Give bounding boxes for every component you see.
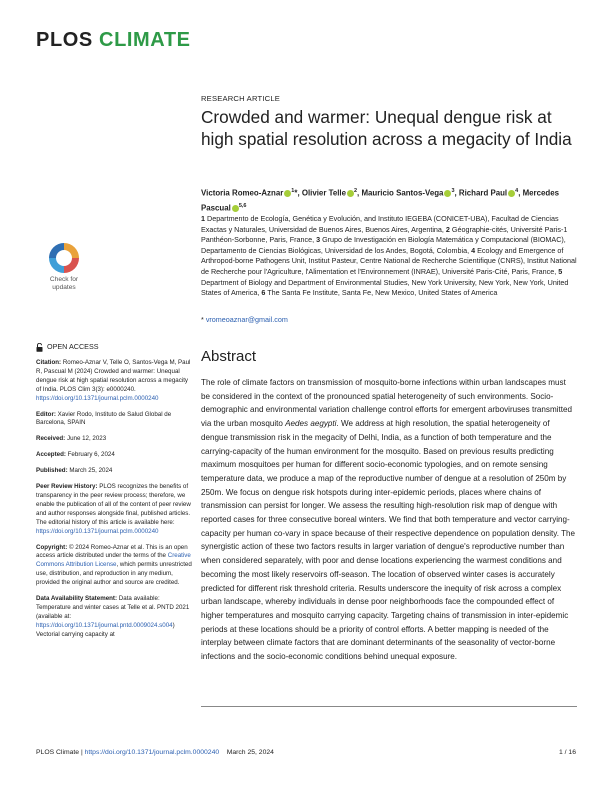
author-name: Mercedes Pascual bbox=[201, 188, 559, 213]
author-name: Victoria Romeo-Aznar bbox=[201, 188, 284, 198]
article-info-sidebar bbox=[36, 343, 192, 647]
received-label: Received: bbox=[36, 435, 66, 443]
author-name: Mauricio Santos-Vega bbox=[361, 188, 444, 198]
corresponding-email bbox=[201, 315, 288, 324]
abstract-text-cont: . We address at high resolution, the spatial heterogeneity of dengue transmission risk in the megacity of Delhi, India, as a function of both temperature and the carrying-capacity of the human environment for the mosquito. Based on previous results predicting maximum mosquitoes per human for different socio-economic typologies, and on remote sensing temperature data, we produce a map of the reproductive number of dengue at a resolution of 250m by 250m. We focus on dengue risk hotspots during inter-epidemic periods, places where chains of transmission can persist for longer. We assess the resulting high-resolution risk map of dengue with reported cases for three consecutive boreal winters. We find that both temperature and vector carrying-capacity per human co-vary in space because of their respective dependence on population density. The synergistic action of these two factors results in larger variation of dengue's reproductive number than when considered separately, with poor and dense locations experiencing the warmest conditions and becoming the most likely reservoirs off-season. The location of observed winter cases is accurately predicted for different risk threshold criteria. Results underscore the inequity of risk across a complex urban landscape, whereby individuals in dense poor neighborhoods face the compounded effect of higher temperatures and mosquito carrying capacity. Targeting chains of transmission in inter-epidemic periods at these locations should be a priority of control efforts. A better mapping is needed of the interplay between climate factors that are dominant determinants of the seasonality of vector-borne infections and the socio-economic conditions behind unequal exposure. bbox=[201, 419, 576, 662]
accepted-block bbox=[36, 451, 192, 460]
citation-text: Romeo-Aznar V, Telle O, Santos-Vega M, Paul R, Pascual M (2024) Crowded and warmer: Unequal dengue risk at high spatial resolution across a megacity of India. PLOS Clim 3(3): e0000240. bbox=[36, 359, 191, 393]
check-for-updates-icon bbox=[46, 240, 82, 276]
affiliation-number: 4 bbox=[471, 245, 476, 255]
open-access-text: OPEN ACCESS bbox=[47, 342, 99, 352]
footer-journal: PLOS Climate bbox=[36, 749, 80, 756]
footer-doi-link[interactable]: https://doi.org/10.1371/journal.pclm.0000240 bbox=[84, 749, 220, 756]
author-name: Richard Paul bbox=[458, 188, 508, 198]
affiliation-text: Ecology and Emergence of Arthropod-borne Pathogens Unit, Institut Pasteur, Centre National de Recherche Scientifique (CNRS), Institut National de Recherche pour l'Agriculture, l'Alimentation et l'Environnement (INRAE), Université Paris-Cité, Paris, France, bbox=[201, 245, 577, 276]
data-availability-block bbox=[36, 595, 192, 640]
editor-label: Editor: bbox=[36, 410, 56, 418]
peer-review-label: Peer Review History: bbox=[36, 483, 98, 491]
data-availability-label: Data Availability Statement: bbox=[36, 595, 118, 603]
species-name: Aedes aegypti bbox=[285, 419, 337, 429]
copyright-block bbox=[36, 544, 192, 589]
author-affiliation-sup: 1 bbox=[291, 188, 295, 194]
affiliation-text: Géographie-cités, Université Paris-1 Panthéon-Sorbonne, Paris, France, bbox=[201, 224, 568, 245]
affiliation-number: 1 bbox=[201, 214, 205, 223]
citation-block bbox=[36, 359, 192, 404]
data-availability-link[interactable]: https://doi.org/10.1371/journal.pntd.0009024.s004 bbox=[36, 621, 173, 629]
affiliation-list bbox=[201, 214, 583, 299]
copyright-text: © 2024 Romeo-Aznar et al. This is an open access article distributed under the terms of the bbox=[36, 543, 188, 560]
logo-journal-name: CLIMATE bbox=[99, 29, 191, 51]
data-availability-text: Data available: Temperature and winter cases at Telle et al. PNTD 2021 (available at: bbox=[36, 595, 190, 620]
received-block bbox=[36, 435, 192, 444]
section-divider bbox=[201, 706, 577, 707]
affiliation-number: 2 bbox=[445, 224, 450, 234]
author-affiliation-sup: 4 bbox=[515, 188, 519, 194]
author-affiliation-sup: 3 bbox=[451, 188, 455, 194]
logo-plos: PLOS bbox=[36, 29, 93, 51]
accepted-label: Accepted: bbox=[36, 451, 66, 459]
affiliation-text: The Santa Fe Institute, Santa Fe, New Mexico, United States of America bbox=[267, 288, 498, 298]
affiliation-text: Departmento de Ecología, Genética y Evolución, and Instituto IEGEBA (CONICET-UBA), Facultad de Ciencias Exactas y Naturales, Universidad de Buenos Aires, Buenos Aires, Argentina, bbox=[201, 214, 559, 234]
journal-logo bbox=[36, 29, 191, 52]
editor-block bbox=[36, 411, 192, 429]
editor-text: Xavier Rodo, Instituto de Salud Global de Barcelona, SPAIN bbox=[36, 410, 172, 427]
abstract-heading: Abstract bbox=[201, 348, 257, 365]
corresponding-marker: * bbox=[294, 188, 298, 198]
affiliation-text: Department of Biology and Department of Environmental Studies, New York University, New York, New York, United States of America, bbox=[201, 277, 569, 298]
citation-doi-link[interactable]: https://doi.org/10.1371/journal.pclm.0000240 bbox=[36, 394, 159, 402]
affiliation-text: Grupo de Investigación en Biología Matemática y Computacional (BIOMAC), Departamento de Ciencias Biológicas, Universidad de los Andes, Bogotá, Colombia, bbox=[201, 235, 566, 255]
peer-review-text: PLOS recognizes the benefits of transparency in the peer review process; therefore, we enable the publication of all of the content of peer review and author responses alongside final, published articles. The editorial history of this article is available here: bbox=[36, 483, 191, 526]
updates-line1: Check for bbox=[49, 276, 79, 283]
affiliation-number: 5 bbox=[558, 266, 563, 276]
peer-review-block bbox=[36, 483, 192, 536]
copyright-text-cont: , which permits unrestricted use, distribution, and reproduction in any medium, provided the original author and source are credited. bbox=[36, 561, 192, 587]
open-lock-icon bbox=[36, 343, 43, 352]
citation-label: Citation: bbox=[36, 359, 62, 366]
orcid-icon[interactable] bbox=[347, 190, 354, 197]
affiliation-number: 3 bbox=[316, 235, 321, 245]
check-for-updates-label bbox=[37, 276, 91, 292]
article-title: Crowded and warmer: Unequal dengue risk at high spatial resolution across a megacity of India bbox=[201, 107, 572, 149]
published-date: March 25, 2024 bbox=[69, 467, 113, 475]
abstract-body bbox=[201, 376, 577, 664]
published-block bbox=[36, 467, 192, 476]
article-type: RESEARCH ARTICLE bbox=[201, 94, 281, 103]
data-availability-text-cont: ) Vectorial carrying capacity at bbox=[36, 621, 175, 638]
abstract-text: The role of climate factors on transmission of mosquito-borne infections within urban landscapes must be considered in the context of the pronounced spatial heterogeneity of such environments. Socio-demographic and environmental variation challenge control efforts for emergent arboviruses transmitted via the urban mosquito bbox=[201, 378, 573, 429]
peer-review-doi-link[interactable]: https://doi.org/10.1371/journal.pclm.0000240 bbox=[36, 527, 159, 535]
updates-line2: updates bbox=[52, 284, 76, 291]
email-marker: * bbox=[201, 315, 204, 324]
orcid-icon[interactable] bbox=[232, 205, 239, 212]
accepted-date: February 6, 2024 bbox=[67, 451, 115, 459]
author-affiliation-sup: 5,6 bbox=[238, 203, 247, 210]
page-footer bbox=[36, 749, 576, 756]
affiliation-number: 6 bbox=[261, 288, 266, 298]
page-number: 1 / 16 bbox=[558, 749, 576, 756]
footer-date: March 25, 2024 bbox=[226, 749, 274, 756]
author-affiliation-sup: 2 bbox=[353, 188, 358, 194]
author-list: Victoria Romeo-Aznar $^1$*, Olivier Telle $^2$, Mauricio Santos-Vega $^3$, Richard Paul $^4$, Mercedes Pascual $^{5,6}$ bbox=[201, 188, 559, 213]
received-date: June 12, 2023 bbox=[66, 435, 107, 443]
check-for-updates-badge[interactable] bbox=[37, 240, 91, 296]
copyright-label: Copyright: bbox=[36, 543, 68, 551]
author-name: Olivier Telle bbox=[301, 188, 346, 198]
published-label: Published: bbox=[36, 467, 68, 475]
email-link[interactable]: vromeoaznar@gmail.com bbox=[205, 315, 288, 324]
license-link[interactable]: Creative Commons Attribution License bbox=[36, 552, 191, 569]
open-access-label bbox=[36, 343, 192, 352]
footer-separator: | bbox=[80, 749, 83, 756]
